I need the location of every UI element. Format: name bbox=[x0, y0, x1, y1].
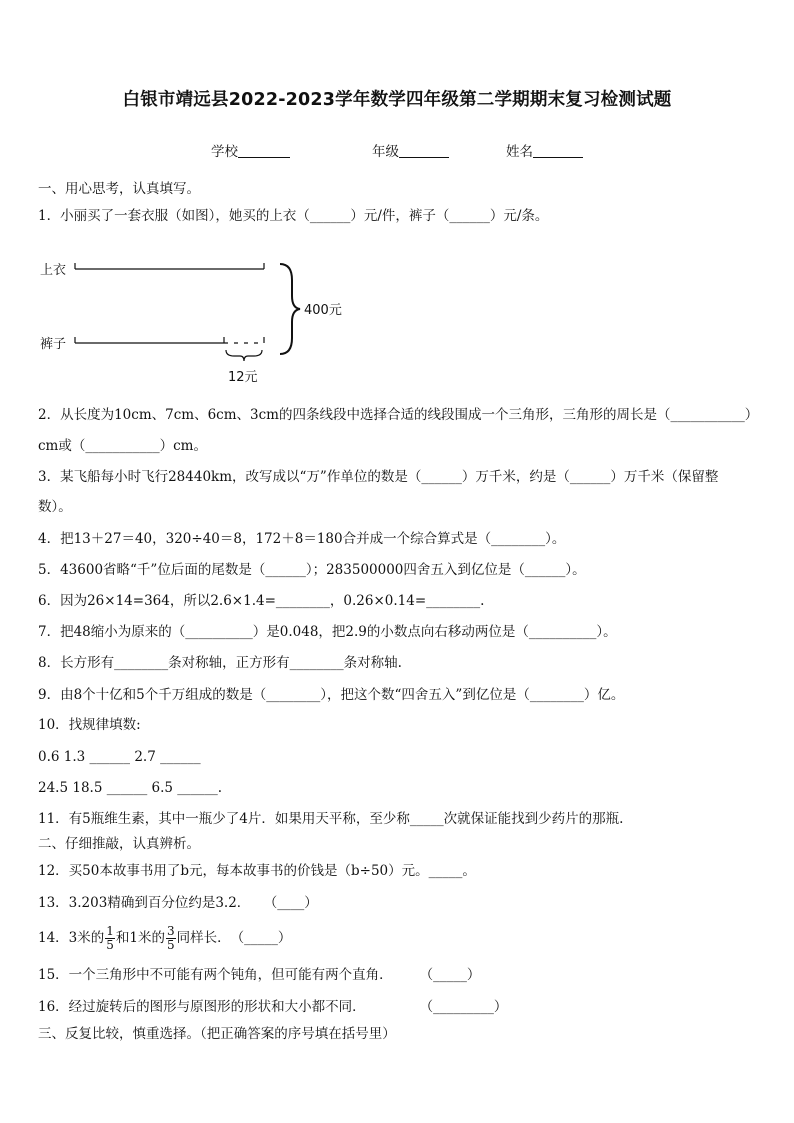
question-5: 5．43600省略“千”位后面的尾数是（______）；283500000四舍五入到亿位是（______）。 bbox=[38, 562, 586, 578]
bottom-label: 裤子 bbox=[40, 337, 67, 352]
question-4: 4．把13＋27＝40，320÷40＝8，172＋8＝180合并成一个综合算式是（________）。 bbox=[38, 531, 566, 547]
question-14-prefix: 14．3米的 bbox=[38, 930, 105, 946]
section-3-heading: 三、反复比较，慎重选择。（把正确答案的序号填在括号里） bbox=[38, 1026, 396, 1042]
fraction-one-fifth bbox=[105, 925, 115, 952]
question-13: 13．3.203精确到百分位约是3.2． （____） bbox=[38, 895, 318, 911]
question-3-line-1: 3．某飞船每小时飞行28440km，改写成以“万”作单位的数是（______）万千米，约是（______）万千米（保留整 bbox=[38, 469, 719, 485]
grade-field bbox=[372, 140, 449, 160]
question-14-suffix: 同样长． （_____） bbox=[176, 930, 292, 946]
question-10: 10．找规律填数: bbox=[38, 717, 141, 733]
question-9: 9．由8个十亿和5个千万组成的数是（________），把这个数“四舍五入”到亿位是（________）亿。 bbox=[38, 687, 625, 703]
question-16: 16．经过旋转后的图形与原图形的形状和大小都不同． （_________） bbox=[38, 999, 508, 1015]
fraction-2-numerator: 3 bbox=[167, 924, 175, 938]
question-15: 15．一个三角形中不可能有两个钝角，但可能有两个直角． （_____） bbox=[38, 967, 481, 983]
question-2-line-1: 2．从长度为10cm、7cm、6cm、3cm的四条线段中选择合适的线段围成一个三角形，三角形的周长是（___________） bbox=[38, 407, 759, 423]
grade-label: 年级 bbox=[372, 144, 399, 160]
name-field bbox=[506, 140, 583, 160]
question-10-sequence-b: 24.5 18.5 ______ 6.5 ______. bbox=[38, 780, 223, 796]
question-10-sequence-a: 0.6 1.3 ______ 2.7 ______ bbox=[38, 749, 201, 765]
question-7: 7．把48缩小为原来的（__________）是0.048，把2.9的小数点向右移动两位是（__________）。 bbox=[38, 624, 617, 640]
school-blank[interactable] bbox=[238, 143, 290, 158]
question-11: 11．有5瓶维生素，其中一瓶少了4片．如果用天平称，至少称_____次就保证能找到少药片的那瓶. bbox=[38, 811, 624, 827]
fraction-three-fifths bbox=[166, 925, 176, 952]
page-title: 白银市靖远县2022-2023学年数学四年级第二学期期末复习检测试题 bbox=[122, 90, 672, 110]
question-2-line-2: cm或（___________）cm。 bbox=[38, 438, 207, 454]
question-8: 8．长方形有________条对称轴，正方形有________条对称轴. bbox=[38, 655, 402, 671]
grade-blank[interactable] bbox=[399, 143, 449, 158]
question-12: 12．买50本故事书用了b元，每本故事书的价钱是（b÷50）元。_____。 bbox=[38, 863, 476, 879]
total-brace bbox=[280, 264, 300, 354]
top-label: 上衣 bbox=[40, 263, 67, 278]
fraction-2-denominator: 5 bbox=[167, 938, 175, 952]
school-field bbox=[211, 140, 290, 160]
fraction-1-denominator: 5 bbox=[106, 938, 114, 952]
question-14 bbox=[38, 920, 291, 956]
school-label: 学校 bbox=[211, 144, 238, 160]
name-blank[interactable] bbox=[533, 143, 583, 158]
difference-label: 12元 bbox=[228, 370, 258, 385]
difference-brace bbox=[226, 350, 262, 361]
total-label: 400元 bbox=[304, 303, 342, 318]
question-3-line-2: 数）。 bbox=[38, 499, 72, 515]
section-1-heading: 一、用心思考，认真填写。 bbox=[38, 181, 200, 197]
name-label: 姓名 bbox=[506, 144, 533, 160]
question-14-middle: 和1米的 bbox=[115, 930, 166, 946]
clothes-segment-diagram bbox=[38, 250, 358, 390]
question-6: 6．因为26×14=364，所以2.6×1.4=________，0.26×0.14=________. bbox=[38, 593, 485, 609]
fraction-1-numerator: 1 bbox=[106, 924, 114, 938]
section-2-heading: 二、仔细推敲，认真辨析。 bbox=[38, 836, 200, 852]
question-1: 1．小丽买了一套衣服（如图），她买的上衣（______）元/件，裤子（______）元/条。 bbox=[38, 208, 549, 224]
